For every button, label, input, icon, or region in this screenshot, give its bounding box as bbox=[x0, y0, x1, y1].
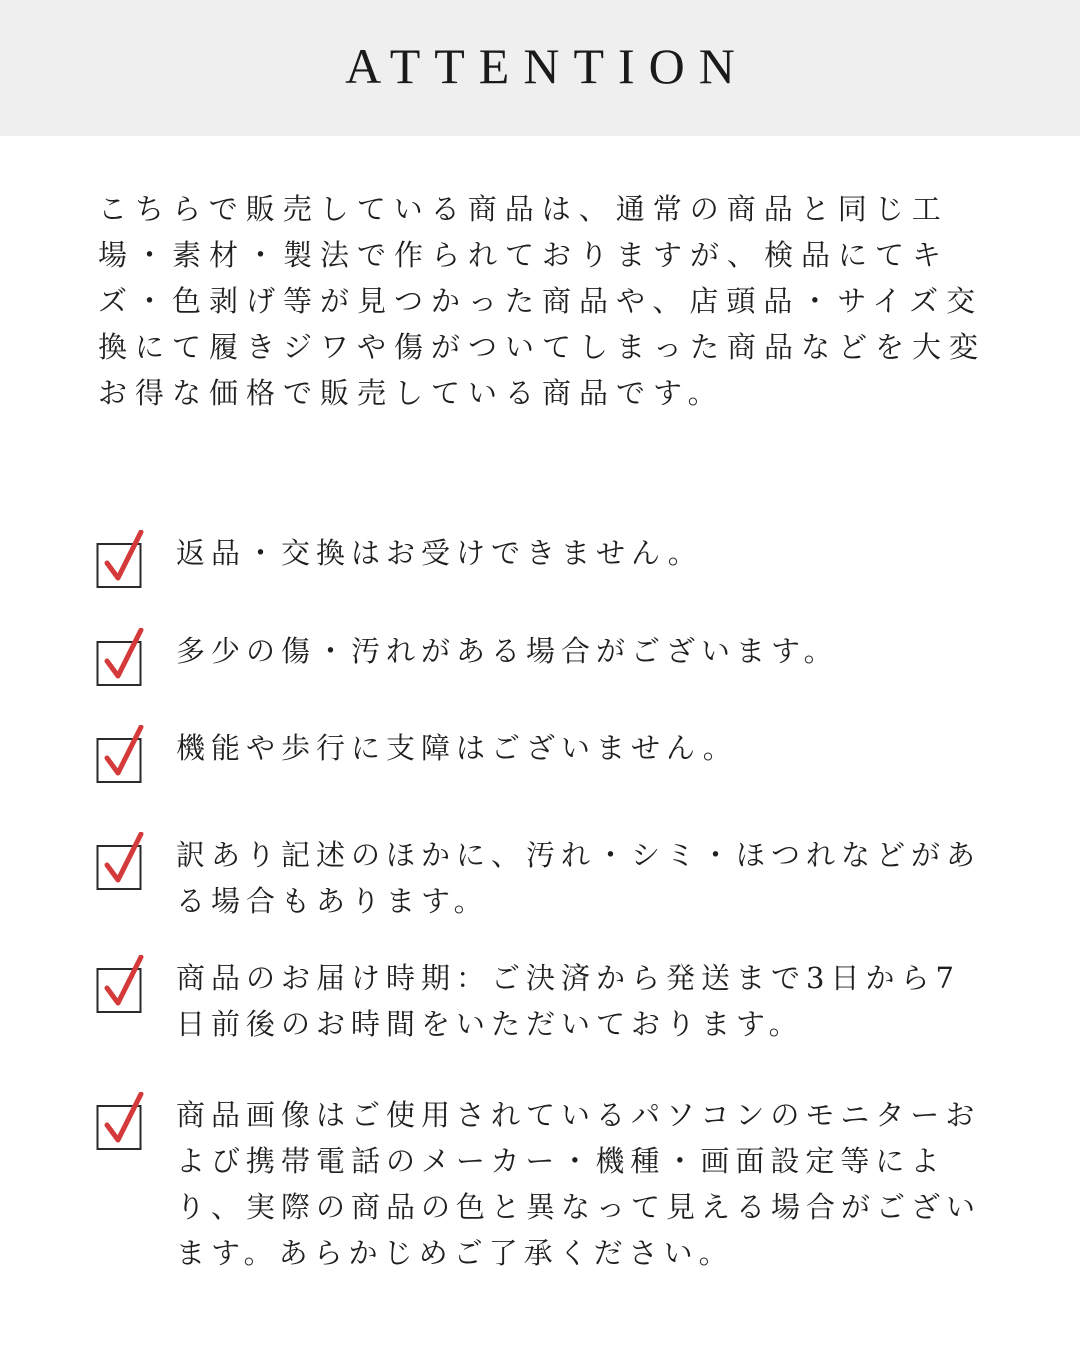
checkbox-check-icon bbox=[96, 725, 146, 783]
checkbox-check-icon bbox=[96, 1092, 146, 1150]
notice-text: 訳あり記述のほかに、汚れ・シミ・ほつれなどがある場合もあります。 bbox=[176, 838, 982, 918]
notice-text: 機能や歩行に支障はございません。 bbox=[176, 731, 738, 765]
checkbox-check-icon bbox=[96, 832, 146, 890]
notice-text: 商品画像はご使用されているパソコンのモニターおよび携帯電話のメーカー・機種・画面設定等により、実際の商品の色と異なって見える場合がございます。あらかじめご了承ください。 bbox=[176, 1098, 982, 1270]
header-banner bbox=[0, 0, 1080, 136]
checkbox-check-icon bbox=[96, 530, 146, 588]
checkbox-check-icon bbox=[96, 955, 146, 1013]
notice-text: 返品・交換はお受けできません。 bbox=[176, 536, 703, 570]
intro-paragraph: こちらで販売している商品は、通常の商品と同じ工場・素材・製法で作られておりますが、検品にてキズ・色剥げ等が見つかった商品や、店頭品・サイズ交換にて履きジワや傷がついてしまった商品などを大変お得な価格で販売している商品です。 bbox=[98, 192, 987, 410]
notice-text: 商品のお届け時期：ご決済から発送まで3日から7日前後のお時間をいただいております。 bbox=[176, 961, 960, 1041]
checkbox-check-icon bbox=[96, 628, 146, 686]
page-title: ATTENTION bbox=[345, 38, 749, 94]
notice-text: 多少の傷・汚れがある場合がございます。 bbox=[176, 634, 839, 668]
